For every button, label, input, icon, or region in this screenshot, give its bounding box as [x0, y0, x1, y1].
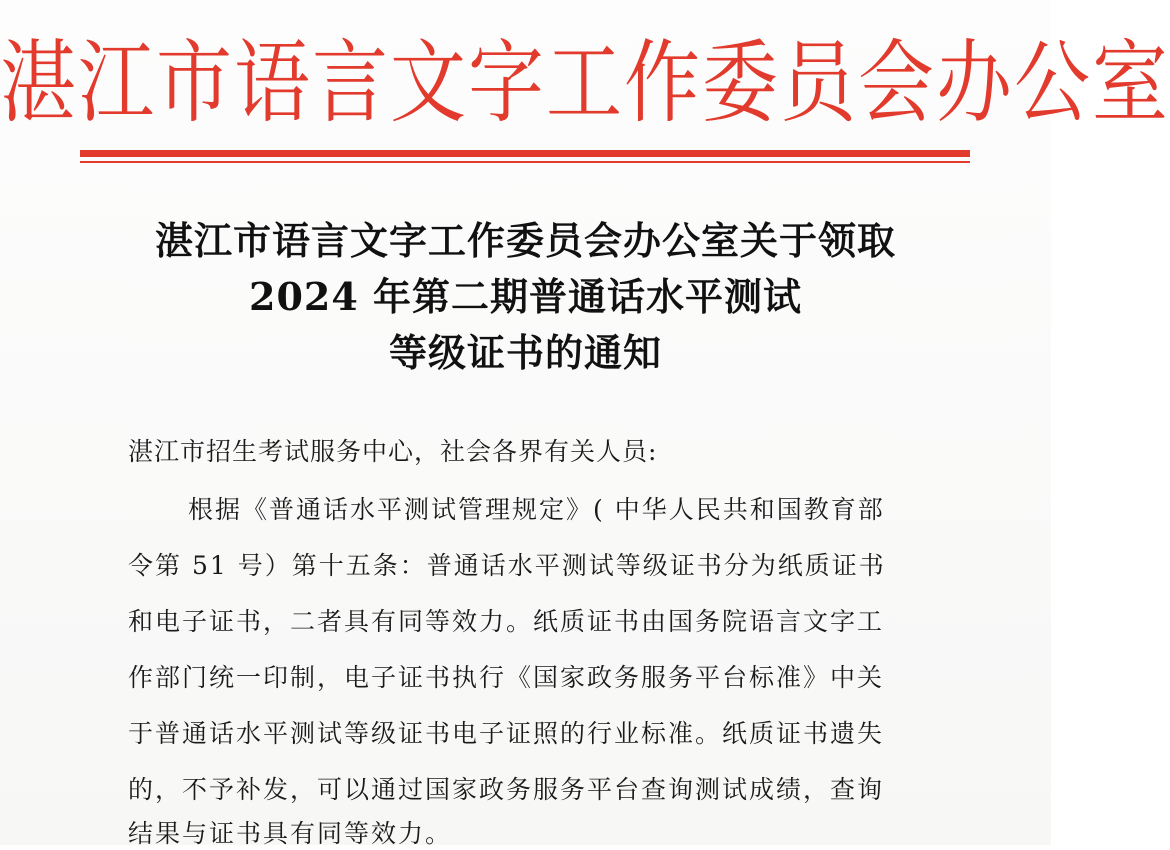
issuing-organization-header: 湛江市语言文字工作委员会办公室	[0, 29, 1170, 135]
header-red-rule-thin	[80, 161, 970, 163]
document-title-line-1: 湛江市语言文字工作委员会办公室关于领取	[154, 218, 896, 263]
paragraph-line: 根据《普通话水平测试管理规定》( 中华人民共和国教育部	[188, 495, 885, 524]
salutation: 湛江市招生考试服务中心，社会各界有关人员:	[128, 437, 658, 466]
paragraph-line: 和电子证书，二者具有同等效力。纸质证书由国务院语言文字工	[128, 607, 885, 636]
header-red-rule-thick	[80, 150, 970, 157]
paragraph-line: 于普通话水平测试等级证书电子证照的行业标准。纸质证书遗失	[128, 719, 885, 748]
document-title-line-2: 2024 年第二期普通话水平测试	[249, 274, 802, 319]
paragraph-line: 作部门统一印制，电子证书执行《国家政务服务平台标准》中关	[128, 663, 885, 692]
document-title-line-3: 等级证书的通知	[388, 330, 662, 375]
paragraph-line: 的，不予补发，可以通过国家政务服务平台查询测试成绩，查询	[128, 775, 885, 804]
paragraph-line: 令第 51 号）第十五条：普通话水平测试等级证书分为纸质证书	[128, 551, 886, 580]
paragraph-line: 结果与证书具有同等效力。	[128, 819, 453, 848]
